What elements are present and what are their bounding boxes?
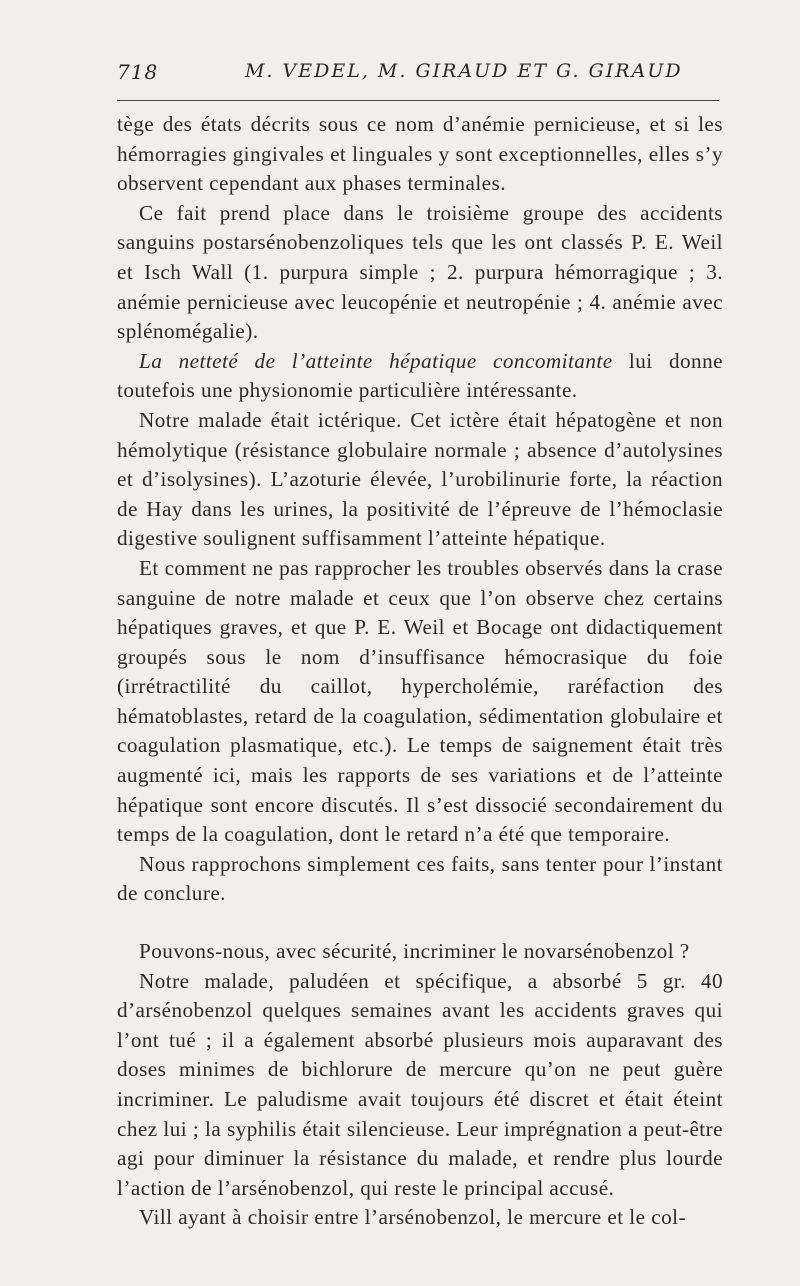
paragraph: Notre malade, paludéen et spécifique, a absorbé 5 gr. 40 d’arsénobenzol quelques semaines avant les accidents graves qui l’ont tué ; il a également absorbé plusieurs mois auparavant des doses minimes de bichlorure de mercure qu’on ne peut guère incriminer. Le paludisme avait toujours été discret et était éteint chez lui ; la syphilis était silencieuse. Leur imprégnation a peut-être agi pour diminuer la résistance du malade, et rendre plus lourde l’action de l’arsénobenzol, qui reste le principal accusé. <box>117 968 723 1200</box>
page-header <box>117 60 737 90</box>
paragraph: Notre malade était ictérique. Cet ictère était hépatogène et non hémolytique (résistance globulaire normale ; absence d’autolysines et d’isolysines). L’azoturie élevée, l’urobilinurie forte, la réaction de Hay dans les urines, la positivité de l’épreuve de l’hémoclasie digestive soulignent suffisamment l’atteinte hépatique. <box>117 407 723 551</box>
italic-phrase: La netteté de l’atteinte hépatique concomitante <box>139 348 613 373</box>
paragraph: Et comment ne pas rapprocher les troubles observés dans la crase sanguine de notre malade et ceux que l’on observe chez certains hépatiques graves, et que P. E. Weil et Bocage ont didactiquement groupés sous le nom d’insuffisance hémocrasique du foie (irrétractilité du caillot, hypercholémie, raréfaction des hématoblastes, retard de la coagulation, sédimentation globulaire et coagulation plasmatique, etc.). Le temps de saignement était très augmenté ici, mais les rapports de ses variations et de l’atteinte hépatique sont encore discutés. Il s’est dissocié secondairement du temps de la coagulation, dont le retard n’a été que temporaire. <box>117 555 723 847</box>
running-title: M. VEDEL, M. GIRAUD ET G. GIRAUD <box>245 60 683 82</box>
paragraph: tège des états décrits sous ce nom d’anémie pernicieuse, et si les hémorragies gingivales et linguales y sont exceptionnelles, elles s’y observent cependant aux phases terminales. <box>117 112 723 196</box>
paragraph: Vill ayant à choisir entre l’arsénobenzol, le mercure et le col- <box>139 1205 686 1230</box>
paragraph <box>117 347 723 406</box>
paragraph: Pouvons-nous, avec sécurité, incriminer le novarsénobenzol ? <box>139 939 690 964</box>
paragraph: Ce fait prend place dans le troisième groupe des accidents sanguins postarsénobenzoliques tels que les ont classés P. E. Weil et Isch Wall (1. purpura simple ; 2. purpura hémorragique ; 3. anémie pernicieuse avec leucopénie et neutropénie ; 4. anémie avec splénomégalie). <box>117 200 723 344</box>
header-rule <box>117 100 719 101</box>
paragraph-rest: lui donne toutefois une physionomie particulière intéressante. <box>117 348 723 403</box>
body-text <box>117 110 723 1233</box>
paragraph: Nous rapprochons simplement ces faits, sans tenter pour l’instant de conclure. <box>117 851 723 906</box>
page-number: 718 <box>117 60 159 84</box>
